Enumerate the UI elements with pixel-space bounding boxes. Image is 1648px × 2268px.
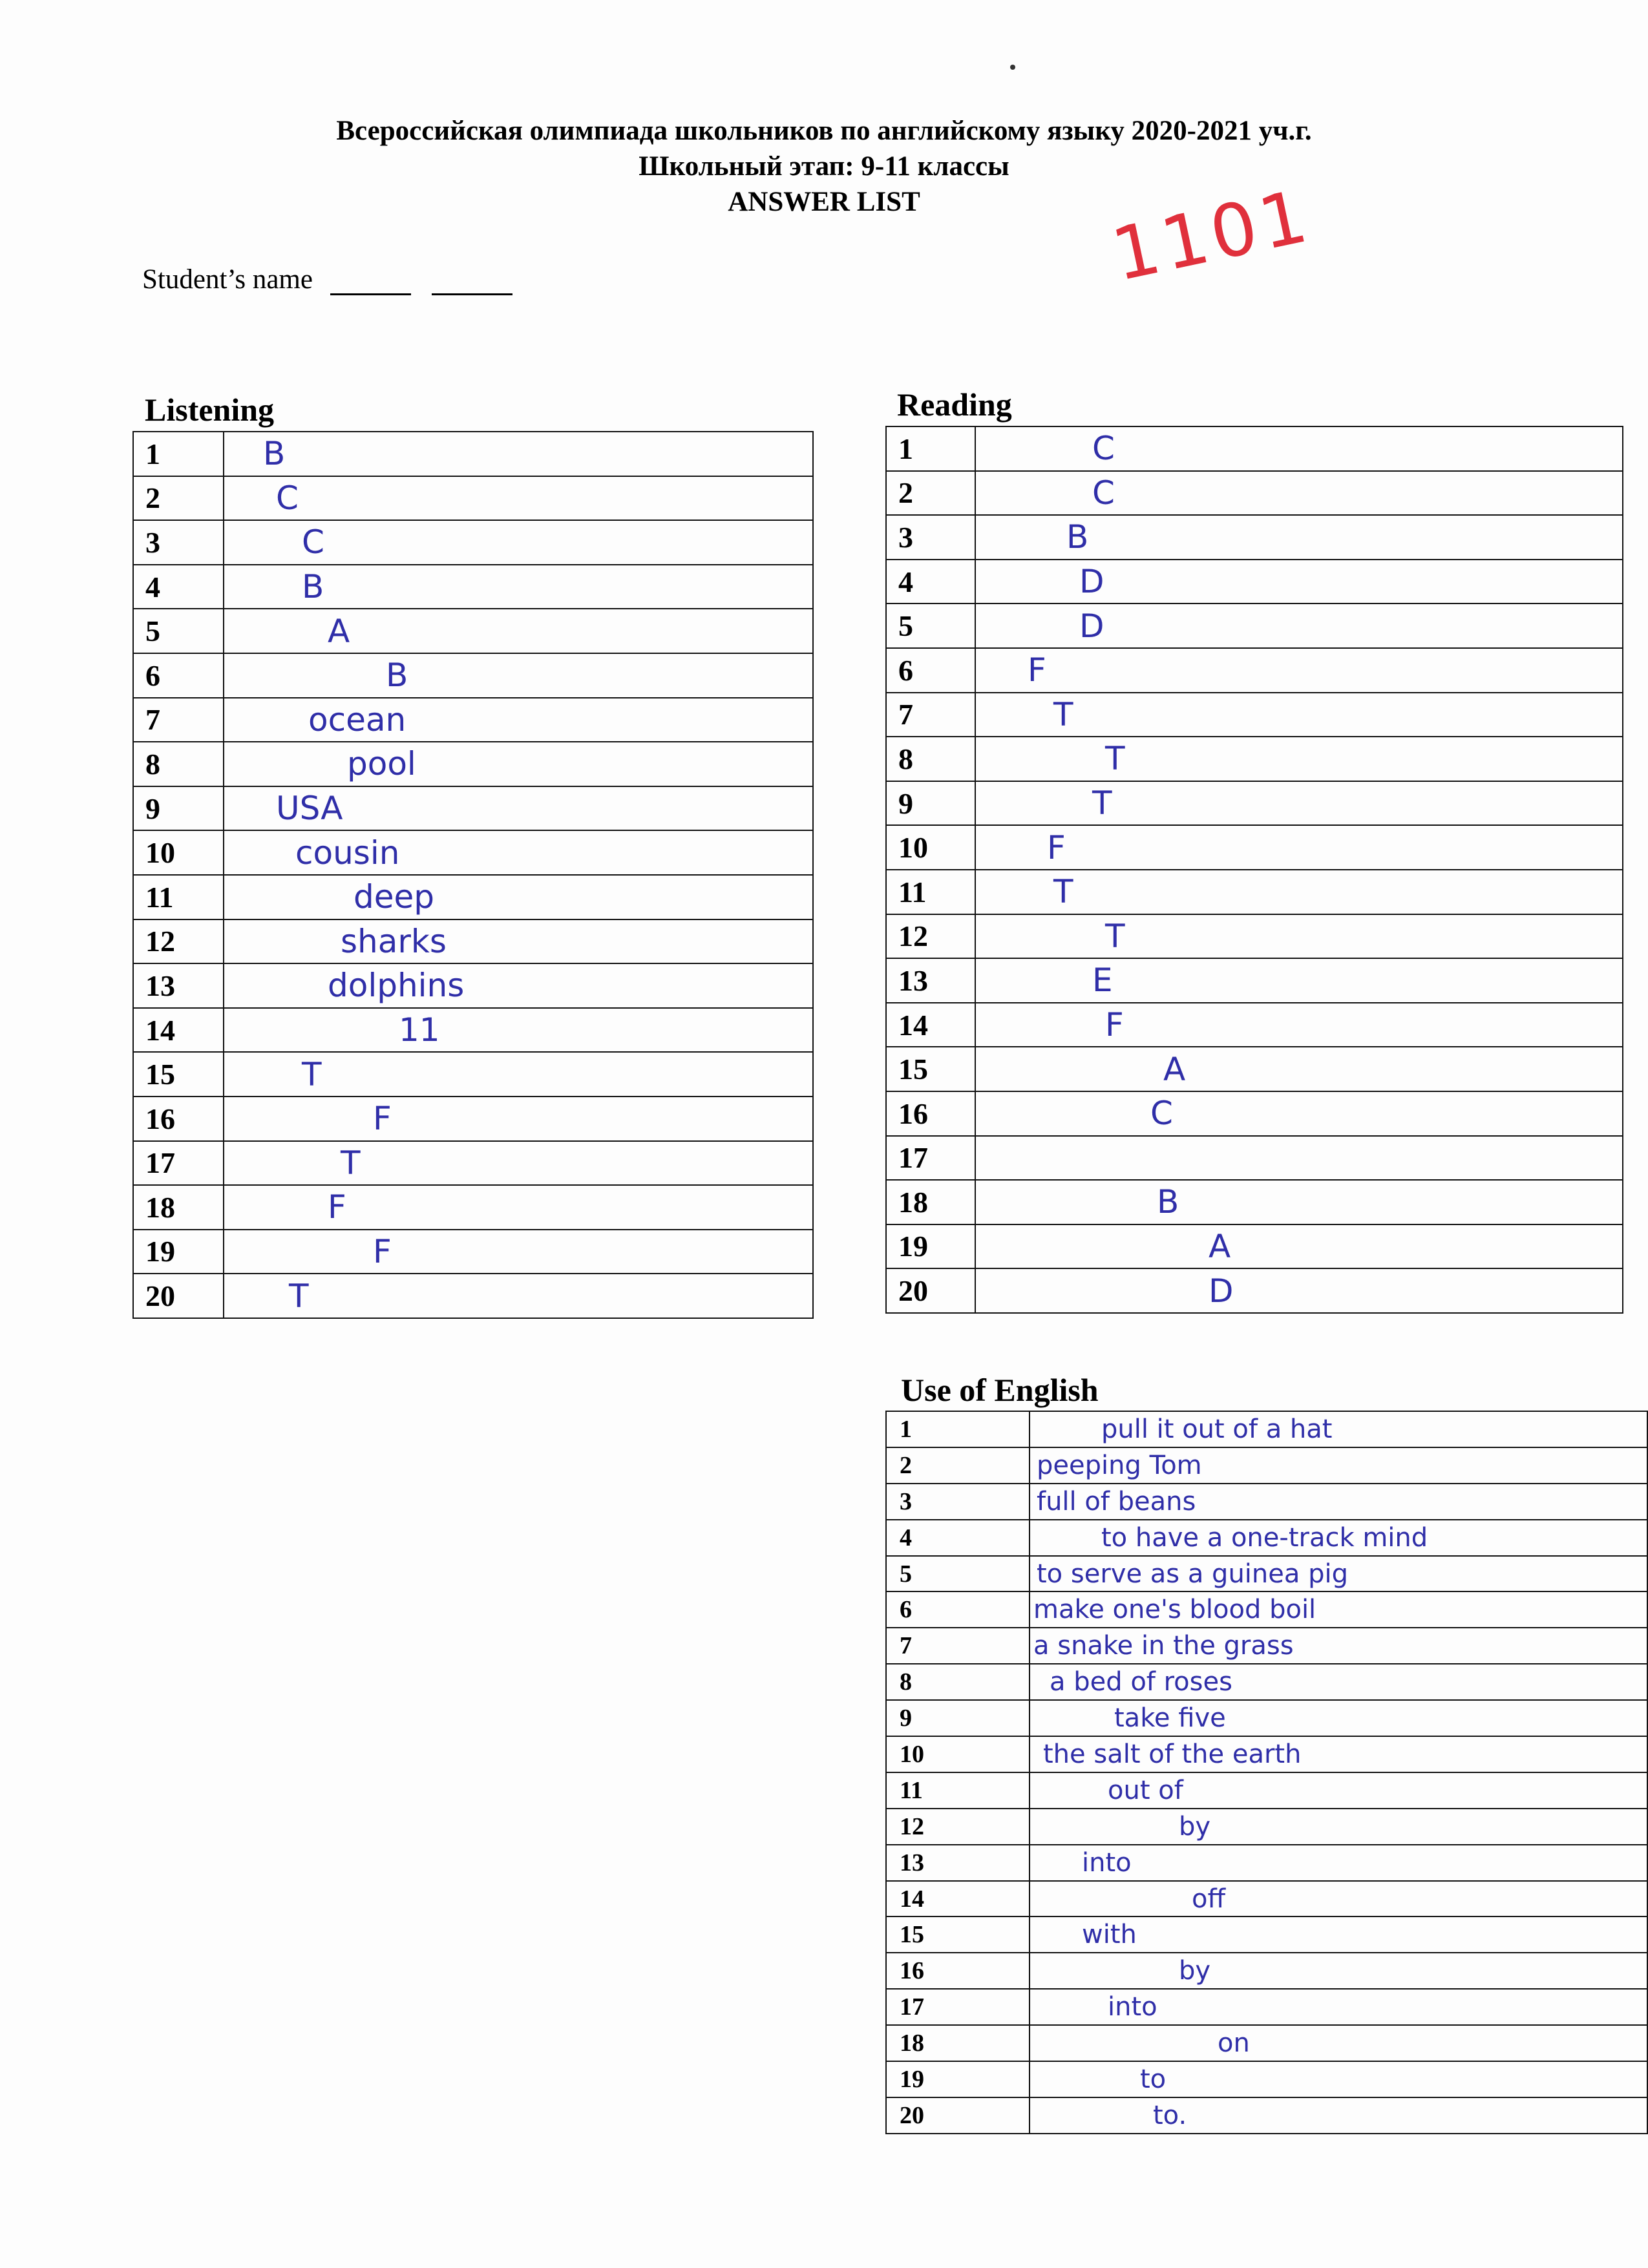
table-row [886, 1411, 1647, 1447]
table-row [886, 1047, 1623, 1091]
table-row [886, 1224, 1623, 1269]
answer-cell: T [975, 693, 1623, 737]
answer-cell: F [224, 1097, 813, 1141]
question-number: 5 [886, 604, 975, 648]
answer-cell: T [975, 914, 1623, 959]
answer-cell: E [975, 958, 1623, 1003]
table-row [886, 1447, 1647, 1484]
table-row [886, 958, 1623, 1003]
question-number: 7 [886, 1628, 1030, 1664]
question-number: 20 [133, 1274, 224, 1318]
answer-cell: B [224, 565, 813, 609]
question-number: 9 [886, 1700, 1030, 1736]
question-number: 19 [133, 1230, 224, 1274]
answer-cell: to [1030, 2061, 1647, 2097]
answer-cell: 11 [224, 1008, 813, 1053]
question-number: 10 [886, 1736, 1030, 1772]
answer-cell: F [224, 1230, 813, 1274]
table-row [886, 737, 1623, 781]
question-number: 14 [886, 1881, 1030, 1917]
listening-title: Listening [145, 392, 275, 428]
student-name-label: Student’s name [142, 264, 313, 295]
table-row [886, 1484, 1647, 1520]
name-blank-1 [330, 268, 411, 295]
table-row [133, 609, 813, 653]
table-row [886, 560, 1623, 604]
answer-cell: the salt of the earth [1030, 1736, 1647, 1772]
answer-cell: a bed of roses [1030, 1664, 1647, 1700]
question-number: 10 [886, 825, 975, 870]
table-row [133, 698, 813, 742]
question-number: 8 [133, 742, 224, 786]
table-row [886, 1736, 1647, 1772]
name-blank-2 [432, 268, 512, 295]
question-number: 5 [886, 1556, 1030, 1592]
answer-cell: cousin [224, 830, 813, 875]
question-number: 12 [133, 919, 224, 964]
table-row [886, 1664, 1647, 1700]
answer-cell: off [1030, 1881, 1647, 1917]
answer-cell: into [1030, 1845, 1647, 1881]
answer-cell: by [1030, 1953, 1647, 1989]
answer-cell [975, 1136, 1623, 1181]
answer-cell: with [1030, 1916, 1647, 1953]
table-row [886, 1556, 1647, 1592]
question-number: 10 [133, 830, 224, 875]
answer-cell: take five [1030, 1700, 1647, 1736]
table-row [886, 2025, 1647, 2061]
table-row [133, 653, 813, 698]
table-row [886, 1772, 1647, 1809]
question-number: 7 [133, 698, 224, 742]
table-row [886, 515, 1623, 560]
stage-subtitle: Школьный этап: 9-11 классы [639, 151, 1009, 182]
table-row [133, 742, 813, 786]
table-row [886, 1845, 1647, 1881]
table-row [886, 1916, 1647, 1953]
table-row [133, 1008, 813, 1053]
question-number: 17 [886, 1989, 1030, 2025]
answer-cell: C [975, 1091, 1623, 1136]
answer-cell: on [1030, 2025, 1647, 2061]
question-number: 2 [133, 476, 224, 521]
question-number: 5 [133, 609, 224, 653]
table-row [133, 919, 813, 964]
table-row [886, 914, 1623, 959]
table-row [886, 604, 1623, 648]
question-number: 16 [886, 1953, 1030, 1989]
answer-cell: A [975, 1047, 1623, 1091]
question-number: 13 [886, 958, 975, 1003]
question-number: 6 [133, 653, 224, 698]
question-number: 6 [886, 1591, 1030, 1628]
question-number: 11 [133, 875, 224, 919]
question-number: 13 [133, 963, 224, 1008]
answer-cell: A [975, 1224, 1623, 1269]
table-row [886, 648, 1623, 693]
question-number: 16 [886, 1091, 975, 1136]
answer-cell: T [975, 737, 1623, 781]
question-number: 1 [133, 432, 224, 476]
answer-cell: T [224, 1274, 813, 1318]
question-number: 9 [133, 786, 224, 831]
answer-cell: A [224, 609, 813, 653]
answer-cell: B [975, 515, 1623, 560]
table-row [886, 1268, 1623, 1313]
table-row [133, 520, 813, 565]
question-number: 7 [886, 693, 975, 737]
reading-title: Reading [897, 386, 1012, 423]
table-row [886, 1003, 1623, 1047]
question-number: 18 [133, 1185, 224, 1230]
question-number: 18 [886, 1180, 975, 1224]
question-number: 19 [886, 1224, 975, 1269]
answer-cell: D [975, 560, 1623, 604]
question-number: 14 [886, 1003, 975, 1047]
answer-cell: dolphins [224, 963, 813, 1008]
student-name-field [142, 264, 512, 295]
listening-table [132, 431, 814, 1319]
table-row [886, 781, 1623, 826]
table-row [886, 1809, 1647, 1845]
answer-cell: F [975, 1003, 1623, 1047]
use-of-english-title: Use of English [901, 1372, 1099, 1408]
question-number: 14 [133, 1008, 224, 1053]
question-number: 11 [886, 1772, 1030, 1809]
table-row [133, 963, 813, 1008]
question-number: 12 [886, 1809, 1030, 1845]
question-number: 12 [886, 914, 975, 959]
answer-cell: full of beans [1030, 1484, 1647, 1520]
table-row [133, 875, 813, 919]
answer-cell: into [1030, 1989, 1647, 2025]
table-row [886, 2097, 1647, 2134]
answer-cell: C [975, 471, 1623, 516]
table-row [886, 825, 1623, 870]
answer-cell: pull it out of a hat [1030, 1411, 1647, 1447]
question-number: 2 [886, 1447, 1030, 1484]
table-row [133, 786, 813, 831]
answer-cell: to have a one-track mind [1030, 1520, 1647, 1556]
table-row [886, 1520, 1647, 1556]
reading-table [885, 426, 1623, 1314]
answer-list-title: ANSWER LIST [728, 187, 920, 217]
olympiad-title: Всероссийская олимпиада школьников по английскому языку 2020-2021 уч.г. [336, 116, 1312, 146]
table-row [886, 1136, 1623, 1181]
question-number: 4 [133, 565, 224, 609]
table-row [886, 2061, 1647, 2097]
question-number: 17 [133, 1141, 224, 1186]
answer-cell: B [975, 1180, 1623, 1224]
answer-cell: make one's blood boil [1030, 1591, 1647, 1628]
answer-cell: C [224, 520, 813, 565]
question-number: 9 [886, 781, 975, 826]
table-row [886, 1989, 1647, 2025]
answer-cell: to. [1030, 2097, 1647, 2134]
paper-speck [1010, 65, 1015, 70]
table-row [133, 1097, 813, 1141]
table-row [133, 1052, 813, 1097]
answer-cell: T [975, 781, 1623, 826]
answer-cell: out of [1030, 1772, 1647, 1809]
question-number: 8 [886, 737, 975, 781]
question-number: 19 [886, 2061, 1030, 2097]
table-row [886, 426, 1623, 471]
answer-cell: D [975, 1268, 1623, 1313]
question-number: 3 [886, 515, 975, 560]
question-number: 18 [886, 2025, 1030, 2061]
question-number: 20 [886, 1268, 975, 1313]
table-row [886, 1091, 1623, 1136]
answer-cell: a snake in the grass [1030, 1628, 1647, 1664]
table-row [886, 471, 1623, 516]
question-number: 4 [886, 560, 975, 604]
answer-cell: B [224, 432, 813, 476]
question-number: 3 [133, 520, 224, 565]
answer-cell: D [975, 604, 1623, 648]
question-number: 15 [886, 1916, 1030, 1953]
table-row [133, 830, 813, 875]
question-number: 2 [886, 471, 975, 516]
question-number: 13 [886, 1845, 1030, 1881]
use-of-english-table [885, 1411, 1648, 2134]
answer-cell: F [224, 1185, 813, 1230]
question-number: 8 [886, 1664, 1030, 1700]
answer-cell: T [224, 1141, 813, 1186]
table-row [133, 1185, 813, 1230]
table-row [886, 870, 1623, 914]
table-row [886, 1700, 1647, 1736]
answer-cell: USA [224, 786, 813, 831]
answer-cell: by [1030, 1809, 1647, 1845]
question-number: 3 [886, 1484, 1030, 1520]
question-number: 15 [133, 1052, 224, 1097]
answer-cell: to serve as a guinea pig [1030, 1556, 1647, 1592]
question-number: 20 [886, 2097, 1030, 2134]
answer-cell: F [975, 825, 1623, 870]
question-number: 17 [886, 1136, 975, 1181]
table-row [886, 1628, 1647, 1664]
answer-cell: F [975, 648, 1623, 693]
answer-cell: C [224, 476, 813, 521]
table-row [886, 1881, 1647, 1917]
answer-cell: ocean [224, 698, 813, 742]
answer-cell: deep [224, 875, 813, 919]
table-row [133, 1141, 813, 1186]
table-row [133, 1230, 813, 1274]
question-number: 1 [886, 426, 975, 471]
table-row [133, 565, 813, 609]
table-row [133, 432, 813, 476]
table-row [886, 1180, 1623, 1224]
question-number: 6 [886, 648, 975, 693]
answer-cell: pool [224, 742, 813, 786]
question-number: 11 [886, 870, 975, 914]
handwritten-code: 1101 [1104, 174, 1318, 298]
question-number: 1 [886, 1411, 1030, 1447]
question-number: 15 [886, 1047, 975, 1091]
answer-cell: B [224, 653, 813, 698]
question-number: 4 [886, 1520, 1030, 1556]
answer-cell: T [975, 870, 1623, 914]
table-row [886, 1591, 1647, 1628]
table-row [886, 1953, 1647, 1989]
answer-cell: sharks [224, 919, 813, 964]
table-row [886, 693, 1623, 737]
answer-cell: peeping Tom [1030, 1447, 1647, 1484]
question-number: 16 [133, 1097, 224, 1141]
answer-cell: T [224, 1052, 813, 1097]
table-row [133, 476, 813, 521]
answer-cell: C [975, 426, 1623, 471]
table-row [133, 1274, 813, 1318]
